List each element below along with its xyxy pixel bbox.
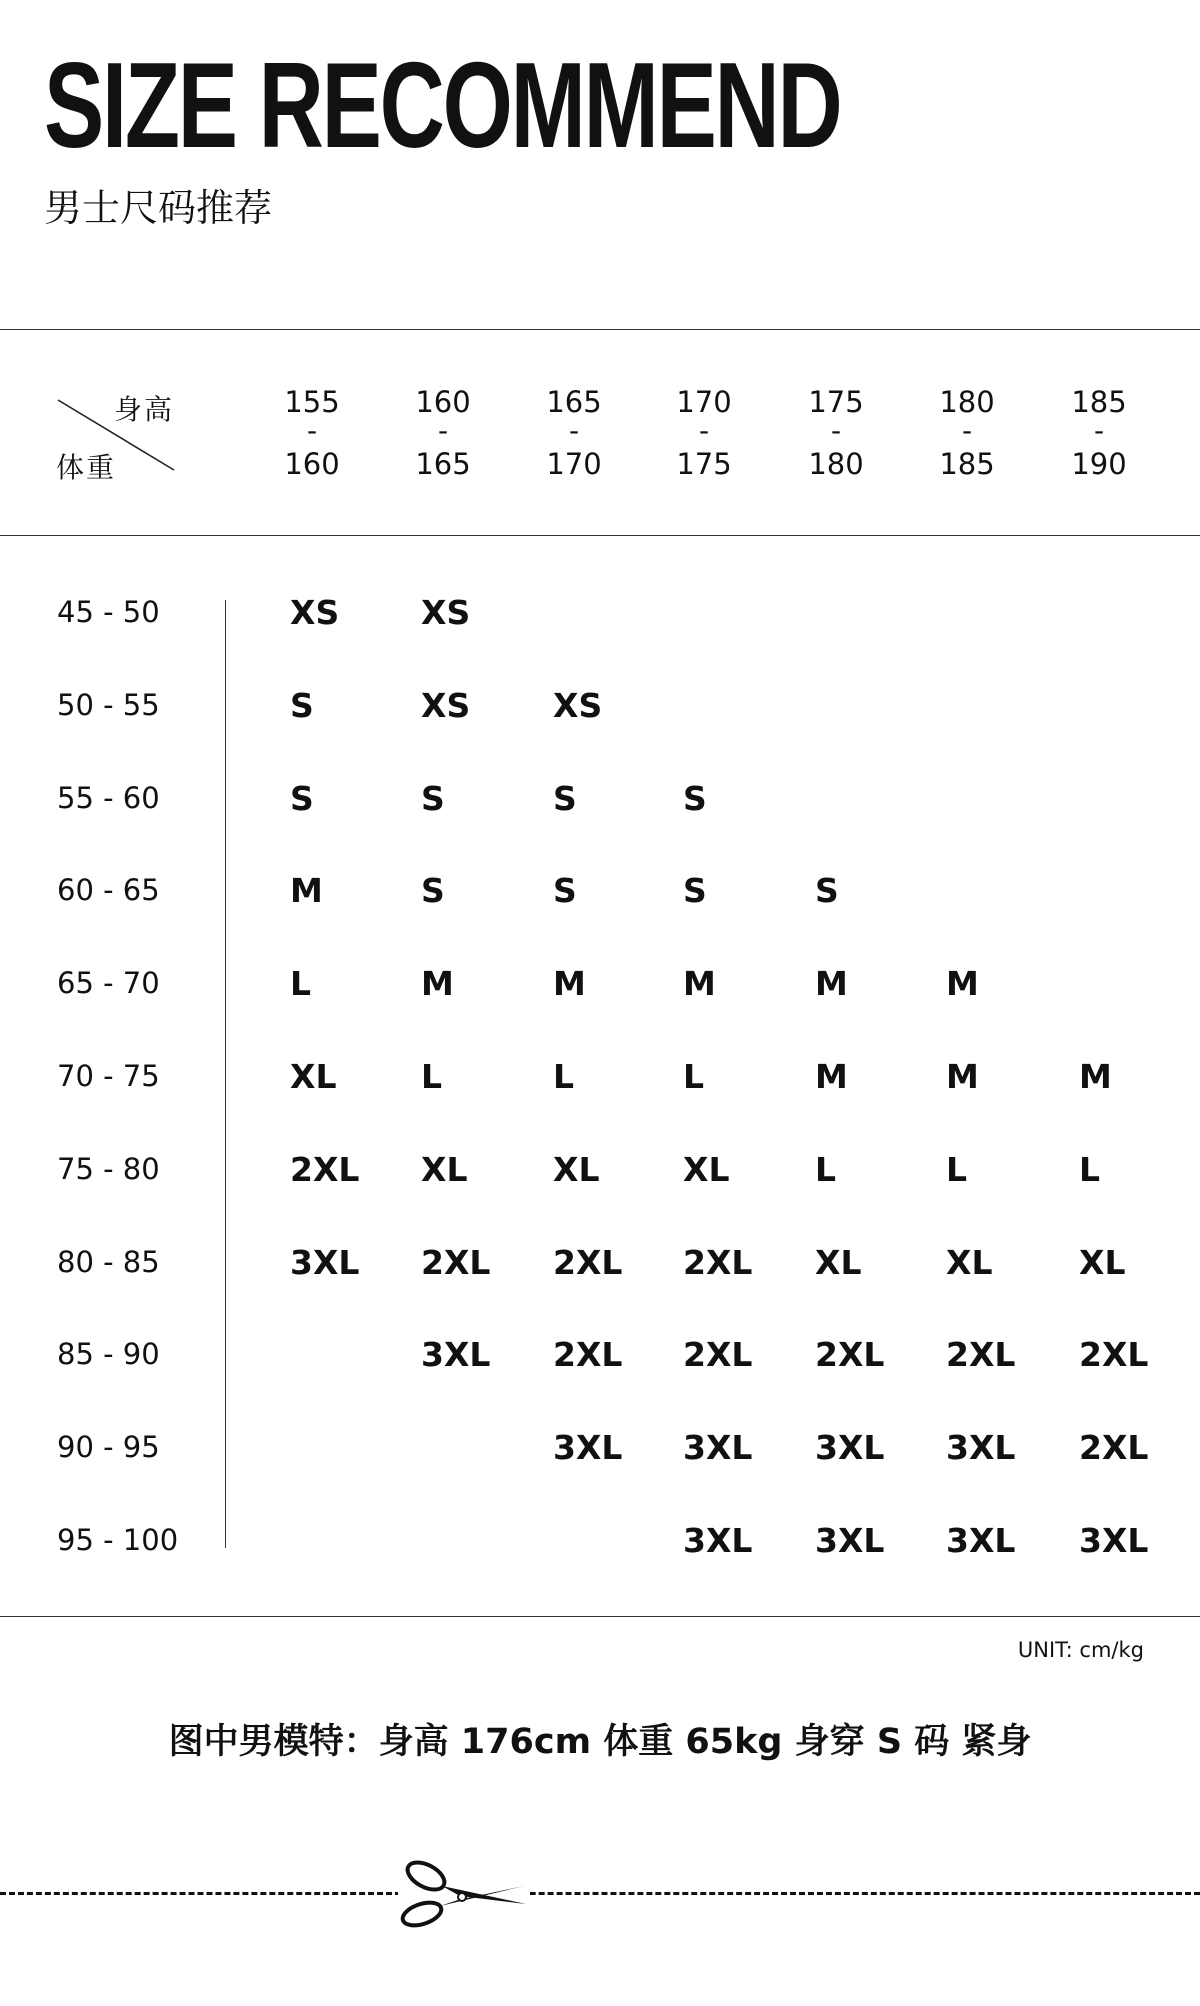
size-cell: S <box>421 778 445 818</box>
size-cell: 2XL <box>1079 1428 1149 1468</box>
height-range-low: 180 <box>939 385 995 419</box>
size-cell: 2XL <box>553 1242 623 1282</box>
size-cell: 3XL <box>946 1521 1016 1560</box>
size-cell: M <box>946 1057 979 1096</box>
weight-range-label: 70 - 75 <box>57 1059 160 1093</box>
size-cell: XS <box>553 685 603 725</box>
size-cell: L <box>1079 1149 1101 1189</box>
size-cell: S <box>553 871 577 911</box>
weight-range-label: 45 - 50 <box>57 595 160 629</box>
size-cell: 2XL <box>946 1335 1016 1375</box>
size-cell: XL <box>815 1242 862 1282</box>
size-cell: XL <box>290 1057 337 1096</box>
size-cell: 2XL <box>815 1335 885 1375</box>
height-range-high: 175 <box>676 447 732 481</box>
size-cell: 3XL <box>683 1428 753 1468</box>
height-range-low: 155 <box>284 385 340 419</box>
size-cell: M <box>946 964 979 1004</box>
size-cell: L <box>421 1057 443 1096</box>
size-cell: M <box>290 871 323 911</box>
size-cell: S <box>421 871 445 911</box>
height-range-low: 185 <box>1071 385 1127 419</box>
weight-range-label: 90 - 95 <box>57 1430 160 1465</box>
size-cell: L <box>815 1149 837 1189</box>
page-title: SIZE RECOMMEND <box>44 37 841 173</box>
size-cell: XS <box>421 685 471 725</box>
size-cell: XS <box>290 593 340 632</box>
size-cell: S <box>683 778 707 818</box>
size-cell: M <box>683 964 716 1004</box>
height-axis-label: 身高 <box>114 393 175 426</box>
size-cell: L <box>946 1149 968 1189</box>
height-range-header <box>791 384 881 482</box>
size-cell: M <box>815 1057 848 1096</box>
size-cell: S <box>683 871 707 911</box>
size-cell: 3XL <box>421 1335 491 1375</box>
height-range-high: 190 <box>1071 447 1127 481</box>
size-cell: 3XL <box>815 1521 885 1560</box>
height-range-header <box>398 384 488 482</box>
height-range-header <box>529 384 619 482</box>
table-corner-header <box>56 386 186 486</box>
height-range-high: 165 <box>415 447 471 481</box>
size-cell: M <box>421 964 454 1004</box>
size-cell: 2XL <box>683 1242 753 1282</box>
size-cell: 2XL <box>553 1335 623 1375</box>
size-cell: 3XL <box>815 1428 885 1468</box>
size-cell: S <box>290 778 314 818</box>
size-cell: 2XL <box>421 1242 491 1282</box>
size-cell: L <box>683 1057 705 1096</box>
size-cell: S <box>553 778 577 818</box>
cut-dashed-line <box>0 1892 1200 1895</box>
scissors-icon <box>398 1856 530 1936</box>
size-cell: 3XL <box>553 1428 623 1468</box>
size-cell: M <box>1079 1057 1112 1096</box>
page-subtitle: 男士尺码推荐 <box>44 186 273 230</box>
height-range-dash: - <box>306 414 318 447</box>
size-cell: XL <box>421 1149 468 1189</box>
size-cell: XL <box>553 1149 600 1189</box>
weight-range-label: 80 - 85 <box>57 1244 160 1279</box>
height-range-low: 165 <box>546 385 602 419</box>
height-range-low: 175 <box>808 385 864 419</box>
size-cell: M <box>553 964 586 1004</box>
height-range-high: 180 <box>808 447 864 481</box>
weight-range-label: 50 - 55 <box>57 687 160 722</box>
height-range-dash: - <box>698 414 710 447</box>
size-cell: M <box>815 964 848 1004</box>
size-cell: 2XL <box>290 1149 360 1189</box>
height-range-high: 170 <box>546 447 602 481</box>
size-cell: L <box>553 1057 575 1096</box>
size-cell: 2XL <box>683 1335 753 1375</box>
height-range-dash: - <box>830 414 842 447</box>
height-range-header <box>922 384 1012 482</box>
model-size-note: 图中男模特：身高 176cm 体重 65kg 身穿 S 码 紧身 <box>168 1722 1032 1762</box>
size-cell: XL <box>1079 1242 1126 1282</box>
height-range-dash: - <box>437 414 449 447</box>
height-range-high: 160 <box>284 447 340 481</box>
size-cell: 3XL <box>1079 1521 1149 1560</box>
height-range-header <box>267 384 357 482</box>
height-range-dash: - <box>568 414 580 447</box>
size-cell: XL <box>683 1149 730 1189</box>
size-cell: 3XL <box>946 1428 1016 1468</box>
weight-range-label: 65 - 70 <box>57 966 160 1001</box>
weight-column-divider <box>225 600 226 1548</box>
size-cell: 2XL <box>1079 1335 1149 1375</box>
weight-range-label: 60 - 65 <box>57 873 160 908</box>
table-bottom-divider <box>0 1616 1200 1617</box>
size-cell: 3XL <box>683 1521 753 1560</box>
unit-note: UNIT: cm/kg <box>1017 1638 1144 1662</box>
height-range-header <box>659 384 749 482</box>
weight-range-label: 95 - 100 <box>57 1523 179 1557</box>
weight-range-label: 55 - 60 <box>57 780 160 815</box>
height-range-header <box>1054 384 1144 482</box>
size-cell: XL <box>946 1242 993 1282</box>
size-cell: S <box>815 871 839 911</box>
header-bottom-divider <box>0 535 1200 536</box>
size-cell: L <box>290 964 312 1004</box>
size-cell: 3XL <box>290 1242 360 1282</box>
height-range-low: 170 <box>676 385 732 419</box>
height-range-dash: - <box>961 414 973 447</box>
weight-range-label: 85 - 90 <box>57 1337 160 1372</box>
header-top-divider <box>0 329 1200 330</box>
height-range-high: 185 <box>939 447 995 481</box>
height-range-dash: - <box>1093 414 1105 447</box>
size-cell: XS <box>421 593 471 632</box>
weight-axis-label: 体重 <box>56 451 117 484</box>
size-cell: S <box>290 685 314 725</box>
height-range-low: 160 <box>415 385 471 419</box>
weight-range-label: 75 - 80 <box>57 1151 160 1186</box>
